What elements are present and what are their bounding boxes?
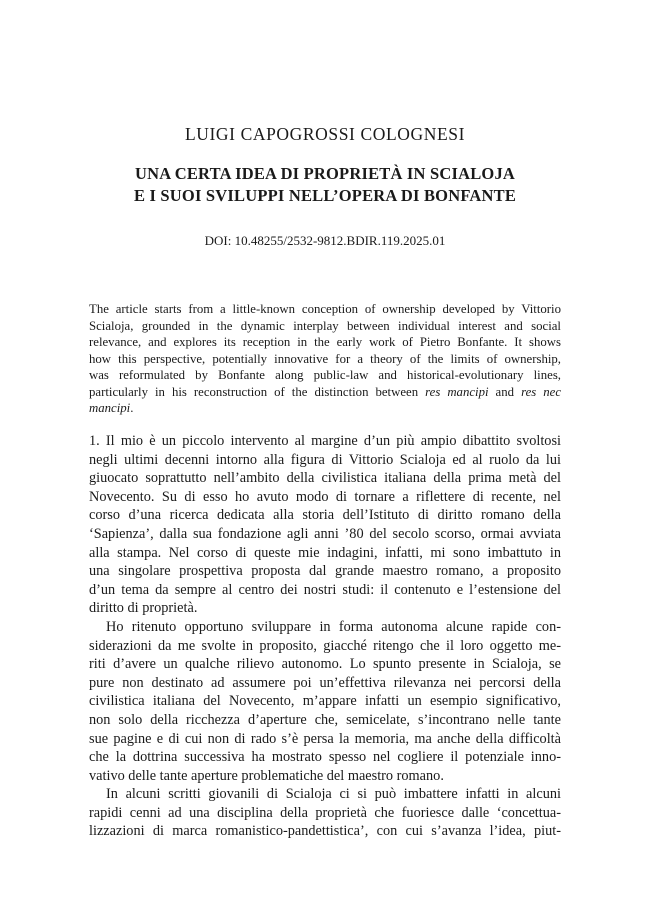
body-line: Novecento. Su di esso ho avuto modo di tornare a riflettere di recente, nel: [89, 488, 561, 505]
body-line: giuocato soprattutto nell’ambito della civilistica italiana della prima metà del: [89, 470, 561, 487]
abstract-line-last: [89, 400, 561, 417]
body-line: Ho ritenuto opportuno sviluppare in forma autonoma alcune rapide con-: [106, 618, 561, 635]
abstract-line: relevance, and explores its reception in the early work of Pietro Bonfante. It shows: [89, 335, 561, 349]
body-line: corso d’una ricerca dedicata alla storia dell’Istituto di diritto romano della: [89, 507, 561, 524]
body-line: pure non destinato ad assumere poi un’effettiva rilevanza nei percorsi della: [89, 674, 561, 691]
body-line: una singolare prospettiva proposta dal grande maestro romano, a proposito: [89, 563, 561, 580]
abstract-italic: mancipi: [89, 401, 131, 415]
title-line-2: E I SUOI SVILUPPI NELL’OPERA DI BONFANTE: [133, 186, 517, 205]
article-title: [0, 163, 650, 207]
abstract-line: how this perspective, potentially innovative for a theory of the limits of ownership,: [89, 351, 561, 366]
title-line-1: UNA CERTA IDEA DI PROPRIETÀ IN SCIALOJA: [134, 164, 516, 183]
body-line: alla stampa. Nel corso di queste mie indagini, infatti, mi sono imbattuto in: [89, 544, 561, 561]
body-line: In alcuni scritti giovanili di Scialoja ci si può imbattere infatti in alcuni: [106, 786, 561, 803]
abstract-italic: res mancipi: [425, 384, 489, 399]
body-line: siderazioni da me svolte in proposito, giacché ritengo che il loro oggetto me-: [89, 637, 561, 654]
body-line: negli ultimi decenni intorno alla figura di Vittorio Scialoja ed al ruolo da lui: [89, 451, 561, 468]
abstract-italic: res nec: [521, 384, 561, 399]
abstract-text: .: [130, 401, 134, 415]
abstract-text: and: [488, 384, 522, 399]
body-line: ‘Sapienza’, dalla sua fondazione agli anni ’80 del secolo scorso, ormai avviata: [89, 525, 561, 542]
body-line: civilistica italiana del Novecento, m’appare infatti un esempio significativo,: [89, 693, 561, 710]
body-line: che la dottrina successiva ha mostrato spesso nel cogliere il potenziale inno-: [89, 749, 561, 766]
abstract-line: was reformulated by Bonfante along public-law and historical-evolutionary lines,: [89, 368, 561, 382]
author-name: LUIGI CAPOGROSSI COLOGNESI: [184, 124, 466, 144]
body-line: riti d’avere un qualche rilievo autonomo. Lo spunto presente in Scialoja, se: [89, 656, 561, 673]
body-line: vativo delle tante aperture problematiche del maestro romano.: [89, 767, 444, 784]
doi: DOI: 10.48255/2532-9812.BDIR.119.2025.01: [204, 233, 446, 248]
body-line: sue pagine e di cui non di rado s’è persa la memoria, ma anche della difficoltà: [89, 730, 561, 747]
body-text: [89, 432, 561, 841]
body-line: lizzazioni di marca romanistico-pandettistica’, con cui s’avanza l’idea, piut-: [89, 823, 561, 840]
abstract: [89, 301, 561, 417]
body-line: rapidi cenni ad una disciplina della proprietà che fuoriesce dalle ‘concettua-: [89, 804, 561, 821]
body-line: non solo della ricchezza d’aperture che, semicelate, s’incontrano nelle tante: [89, 711, 561, 728]
body-line: 1. Il mio è un piccolo intervento al margine d’un più ampio dibattito svoltosi: [89, 433, 561, 449]
abstract-line: The article starts from a little-known conception of ownership developed by Vittorio: [89, 302, 561, 316]
abstract-line: Scialoja, grounded in the dynamic interplay between individual interest and social: [89, 318, 561, 333]
body-line: diritto di proprietà.: [89, 600, 198, 617]
abstract-text: particularly in his reconstruction of the distinction between: [89, 384, 419, 399]
abstract-line-mixed: [89, 384, 561, 401]
body-line: d’un tema da sempre al centro dei nostri studi: il contenuto e l’estensione del: [89, 581, 561, 598]
